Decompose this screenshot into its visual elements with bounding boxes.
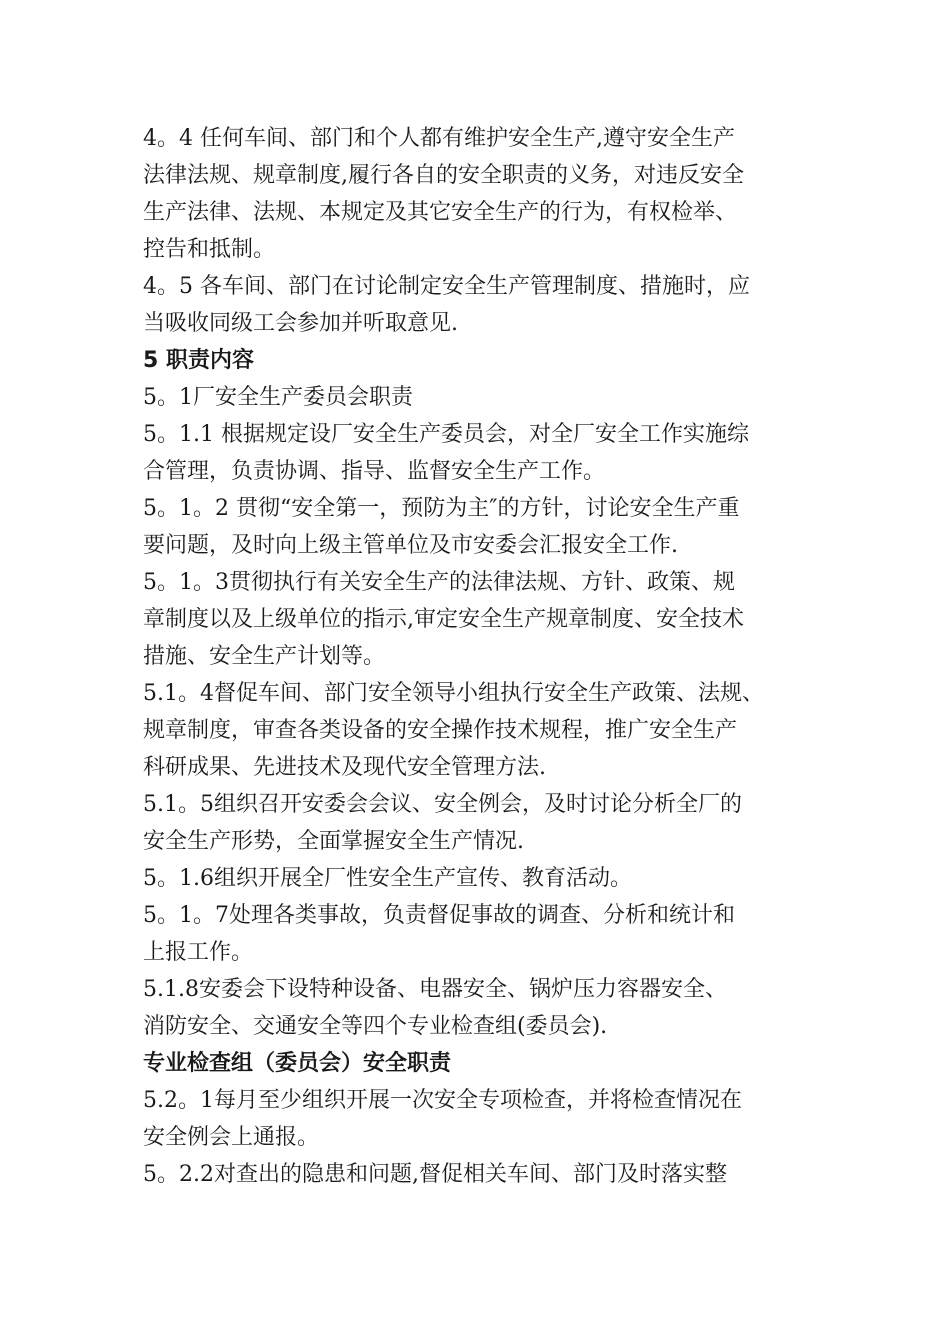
text-line: 5.1.8安委会下设特种设备、电器安全、锅炉压力容器安全、 (143, 977, 727, 1002)
text-line: 生产法律、法规、本规定及其它安全生产的行为，有权检举、 (143, 200, 738, 225)
text-line: 安全例会上通报。 (143, 1125, 320, 1150)
text-line: 法律法规、规章制度,履行各自的安全职责的义务，对违反安全 (143, 163, 744, 188)
text-line: 5。1。3贯彻执行有关安全生产的法律法规、方针、政策、规 (143, 570, 735, 595)
text-line: 5。1.1 根据规定设厂安全生产委员会，对全厂安全工作实施综 (143, 422, 749, 447)
text-line: 要问题，及时向上级主管单位及市安委会汇报安全工作. (143, 533, 678, 558)
text-line: 5。1厂安全生产委员会职责 (143, 385, 413, 410)
section-heading: 5 职责内容 (143, 348, 254, 373)
text-line: 当吸收同级工会参加并听取意见. (143, 311, 458, 336)
text-line: 5。1.6组织开展全厂性安全生产宣传、教育活动。 (143, 866, 632, 891)
text-line: 4。5 各车间、部门在讨论制定安全生产管理制度、措施时，应 (143, 274, 750, 299)
text-line: 5。1。7处理各类事故，负责督促事故的调查、分析和统计和 (143, 903, 735, 928)
text-line: 消防安全、交通安全等四个专业检查组(委员会). (143, 1014, 608, 1039)
text-line: 章制度以及上级单位的指示,审定安全生产规章制度、安全技术 (143, 607, 744, 632)
document-body (143, 120, 823, 1193)
text-line: 合管理，负责协调、指导、监督安全生产工作。 (143, 459, 606, 484)
section-heading: 专业检查组（委员会）安全职责 (143, 1051, 452, 1076)
text-line: 5.1。4督促车间、部门安全领导小组执行安全生产政策、法规、 (143, 681, 764, 706)
text-line: 5.2。1每月至少组织开展一次安全专项检查，并将检查情况在 (143, 1088, 742, 1113)
text-line: 5。2.2对查出的隐患和问题,督促相关车间、部门及时落实整 (143, 1162, 727, 1187)
text-line: 规章制度，审查各类设备的安全操作技术规程，推广安全生产 (143, 718, 738, 743)
text-line: 科研成果、先进技术及现代安全管理方法. (143, 755, 546, 780)
text-line: 4。4 任何车间、部门和个人都有维护安全生产,遵守安全生产 (143, 126, 735, 151)
text-line: 控告和抵制。 (143, 237, 276, 262)
text-line: 措施、安全生产计划等。 (143, 644, 386, 669)
text-line: 安全生产形势，全面掌握安全生产情况. (143, 829, 524, 854)
text-line: 5.1。5组织召开安委会会议、安全例会，及时讨论分析全厂的 (143, 792, 742, 817)
text-line: 5。1。2 贯彻“安全第一，预防为主″的方针，讨论安全生产重 (143, 496, 740, 521)
text-line: 上报工作。 (143, 940, 254, 965)
